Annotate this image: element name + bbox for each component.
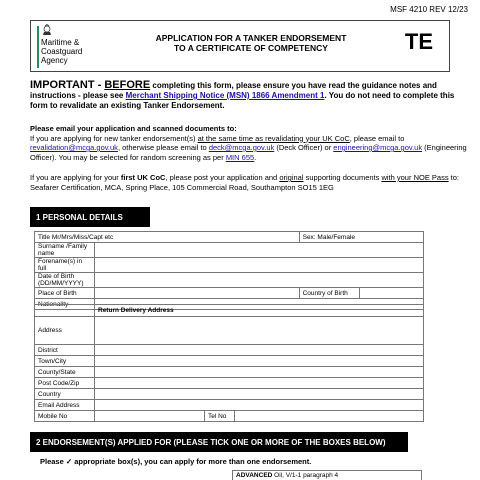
email-heading: Please email your application and scanned documents to: xyxy=(30,124,237,133)
district-label: District xyxy=(35,345,95,356)
form-header xyxy=(30,20,450,72)
county-label: County/State xyxy=(35,367,95,378)
email-text-4: (Deck Officer) or xyxy=(274,143,334,152)
table-row xyxy=(35,288,424,299)
section-1-header: 1 PERSONAL DETAILS xyxy=(30,207,150,227)
important-text-1: completing this form, please ensure you have read the guidance notes and instructions - please see xyxy=(30,81,437,100)
table-row xyxy=(35,378,424,389)
table-row xyxy=(35,305,424,317)
agency-name xyxy=(41,38,82,65)
nationality-label: Nationality xyxy=(35,299,95,310)
district-input[interactable] xyxy=(95,345,424,356)
table-row xyxy=(35,317,424,345)
cob-label: Country of Birth xyxy=(299,288,359,299)
personal-details-table xyxy=(34,231,424,310)
sex-field[interactable]: Sex: Male/Female xyxy=(299,232,423,243)
royal-crest-icon xyxy=(41,24,53,36)
advanced-detail: Oil, V/1-1 paragraph 4 xyxy=(272,472,339,479)
email-text-2: , please email to xyxy=(349,133,405,143)
post-first-coc: first UK CoC xyxy=(120,173,166,182)
agency-line-1: Maritime & xyxy=(41,38,80,47)
engineering-email-link[interactable]: engineering@mcga.gov.uk xyxy=(333,143,423,152)
address-table xyxy=(34,304,424,422)
form-reference: MSF 4210 REV 12/23 xyxy=(390,5,468,14)
country-label: Country xyxy=(35,389,95,400)
mobile-label: Mobile No xyxy=(35,411,95,422)
important-text-2: . You do not need to complete this form to revalidate an existing Tanker Endorsement. xyxy=(30,91,455,110)
tel-label: Tel No xyxy=(205,411,235,422)
email-address-label: Email Address xyxy=(35,400,95,411)
postcode-input[interactable] xyxy=(95,378,424,389)
section-2-header: 2 ENDORSEMENT(S) APPLIED FOR (PLEASE TICK ONE OR MORE OF THE BOXES BELOW) xyxy=(30,432,408,452)
important-notice xyxy=(30,80,460,111)
logo-stripe xyxy=(37,26,39,68)
email-text-3: , otherwise please email to xyxy=(117,143,209,152)
endorsement-instruction: Please ✓ appropriate box(s), you can apply for more than one endorsement. xyxy=(40,457,312,466)
country-input[interactable] xyxy=(95,389,424,400)
form-title xyxy=(141,33,361,53)
cob-input[interactable] xyxy=(359,288,423,299)
pob-label: Place of Birth xyxy=(35,288,95,299)
email-text-5: (Engineering Officer). You may be selected for random screening as per xyxy=(30,143,467,162)
post-text-1: If you are applying for your xyxy=(30,173,121,182)
post-text-3: supporting documents xyxy=(303,173,382,182)
table-row xyxy=(35,273,424,288)
pob-input[interactable] xyxy=(95,288,300,299)
agency-line-3: Agency xyxy=(41,56,68,65)
deck-email-link[interactable]: deck@mcga.gov.uk xyxy=(208,143,275,152)
return-delivery-header: Return Delivery Address xyxy=(95,305,424,317)
dob-label: Date of Birth (DD/MM/YYYY) xyxy=(35,273,95,288)
table-row xyxy=(35,356,424,367)
email-instructions xyxy=(30,124,470,162)
table-row xyxy=(35,232,424,243)
title-field[interactable]: Title Mr/Mrs/Miss/Capt etc xyxy=(35,232,300,243)
form-code: TE xyxy=(404,29,433,54)
tel-input[interactable] xyxy=(235,411,424,422)
county-input[interactable] xyxy=(95,367,424,378)
town-input[interactable] xyxy=(95,356,424,367)
forenames-input[interactable] xyxy=(95,258,424,273)
important-before: BEFORE xyxy=(104,79,151,91)
form-title-line-2: TO A CERTIFICATE OF COMPETENCY xyxy=(174,43,328,53)
address-label: Address xyxy=(35,317,95,345)
table-row xyxy=(35,400,424,411)
email-text-1: If you are applying for new tanker endorsement(s) xyxy=(30,133,198,143)
address-input[interactable] xyxy=(95,317,424,345)
postcode-label: Post Code/Zip xyxy=(35,378,95,389)
table-row xyxy=(35,389,424,400)
email-body xyxy=(30,134,470,163)
surname-label: Surname /Family name xyxy=(35,243,95,258)
post-with-noe: with your NOE Pass xyxy=(381,173,449,182)
email-text-underlined: at the same time as revalidating your UK CoC xyxy=(197,133,350,143)
table-row xyxy=(35,411,424,422)
post-instructions xyxy=(30,173,470,192)
mobile-input[interactable] xyxy=(95,411,205,422)
post-text-2: , please post your application and xyxy=(165,173,280,182)
mca-logo xyxy=(35,24,115,70)
min-655-link[interactable]: MIN 655 xyxy=(225,152,255,162)
dob-input[interactable] xyxy=(95,273,424,288)
advanced-label: ADVANCED xyxy=(236,472,273,479)
table-row xyxy=(35,367,424,378)
important-lead: IMPORTANT - xyxy=(30,79,105,91)
email-address-input[interactable] xyxy=(95,400,424,411)
email-text-6: . xyxy=(254,152,257,162)
forenames-label: Forename(s) in full xyxy=(35,258,95,273)
surname-input[interactable] xyxy=(95,243,424,258)
agency-line-2: Coastguard xyxy=(41,47,83,56)
revalidation-email-link[interactable]: revalidation@mcga.gov.uk xyxy=(30,143,118,152)
table-row xyxy=(35,243,424,258)
post-original: original xyxy=(279,173,304,182)
blank-cell xyxy=(35,305,95,317)
town-label: Town/City xyxy=(35,356,95,367)
msn-link[interactable]: Merchant Shipping Notice (MSN) 1866 Amendment 1 xyxy=(125,91,325,100)
table-row xyxy=(35,345,424,356)
post-text-4: to: Seafarer Certification, MCA, Spring Place, 105 Commercial Road, Southampton SO15 1EG xyxy=(30,173,460,192)
form-title-line-1: APPLICATION FOR A TANKER ENDORSEMENT xyxy=(155,33,347,43)
advanced-oil-option[interactable] xyxy=(232,470,422,480)
table-row xyxy=(35,258,424,273)
